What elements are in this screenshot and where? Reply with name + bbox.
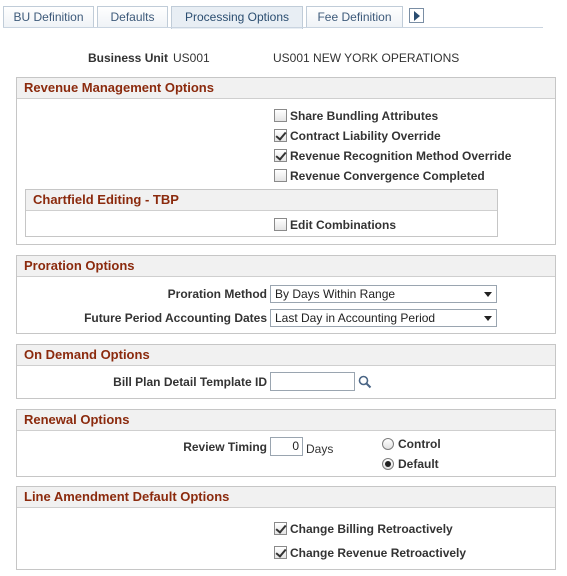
rev-rec-method-override-checkbox-row[interactable] <box>274 149 511 165</box>
on-demand-title: On Demand Options <box>17 345 555 366</box>
change-billing-retro-checkbox[interactable] <box>274 522 287 535</box>
tab-defaults[interactable]: Defaults <box>97 6 168 28</box>
tab-divider <box>3 27 543 28</box>
review-timing-label: Review Timing <box>183 440 267 454</box>
business-unit-description: US001 NEW YORK OPERATIONS <box>273 51 460 65</box>
review-timing-input[interactable]: 0 <box>270 437 303 456</box>
control-radio[interactable] <box>382 438 394 450</box>
edit-combinations-label: Edit Combinations <box>290 218 396 232</box>
control-radio-label: Control <box>398 437 441 451</box>
search-icon[interactable] <box>358 375 372 389</box>
rev-rec-method-override-label: Revenue Recognition Method Override <box>290 149 512 163</box>
default-radio-label: Default <box>398 457 439 471</box>
proration-method-label: Proration Method <box>167 287 267 301</box>
contract-liability-checkbox[interactable] <box>274 129 287 142</box>
chartfield-editing-title: Chartfield Editing - TBP <box>26 190 497 211</box>
bill-plan-template-input[interactable] <box>270 372 355 391</box>
proration-method-select[interactable] <box>270 285 497 303</box>
bill-plan-template-label: Bill Plan Detail Template ID <box>113 375 267 389</box>
proration-title: Proration Options <box>17 256 555 277</box>
revenue-management-group <box>16 77 556 245</box>
revenue-convergence-label: Revenue Convergence Completed <box>290 169 485 183</box>
change-billing-retro-label: Change Billing Retroactively <box>290 522 453 536</box>
revenue-convergence-checkbox-row[interactable] <box>274 169 485 185</box>
review-timing-unit: Days <box>306 442 334 456</box>
tab-processing-options[interactable]: Processing Options <box>171 6 303 29</box>
revenue-convergence-checkbox[interactable] <box>274 169 287 182</box>
tab-fee-definition[interactable]: Fee Definition <box>306 6 403 28</box>
change-revenue-retro-checkbox[interactable] <box>274 546 287 559</box>
renewal-group <box>16 409 556 477</box>
change-revenue-retro-checkbox-row[interactable] <box>274 546 466 562</box>
share-bundling-checkbox-row[interactable] <box>274 109 438 125</box>
future-period-dates-label: Future Period Accounting Dates <box>84 311 267 325</box>
contract-liability-checkbox-row[interactable] <box>274 129 441 145</box>
future-period-dates-value: Last Day in Accounting Period <box>275 311 436 325</box>
change-billing-retro-checkbox-row[interactable] <box>274 522 453 538</box>
share-bundling-label: Share Bundling Attributes <box>290 109 439 123</box>
on-demand-group <box>16 344 556 399</box>
tab-bu-definition[interactable]: BU Definition <box>3 6 94 28</box>
next-tab-arrow-icon[interactable] <box>409 8 424 23</box>
edit-combinations-checkbox[interactable] <box>274 218 287 231</box>
control-radio-row[interactable] <box>382 438 441 452</box>
proration-method-value: By Days Within Range <box>275 287 396 301</box>
line-amendment-title: Line Amendment Default Options <box>17 487 555 508</box>
chartfield-editing-group <box>25 189 498 237</box>
change-revenue-retro-label: Change Revenue Retroactively <box>290 546 467 560</box>
tab-bar <box>3 6 543 28</box>
share-bundling-checkbox[interactable] <box>274 109 287 122</box>
default-radio-row[interactable] <box>382 458 439 472</box>
revenue-management-title: Revenue Management Options <box>17 78 555 99</box>
chevron-down-icon <box>484 292 492 297</box>
business-unit-label: Business Unit <box>88 51 169 65</box>
default-radio[interactable] <box>382 458 394 470</box>
edit-combinations-checkbox-row[interactable] <box>274 218 396 234</box>
business-unit-code: US001 <box>173 51 210 65</box>
renewal-title: Renewal Options <box>17 410 555 431</box>
future-period-dates-select[interactable] <box>270 309 497 327</box>
line-amendment-group <box>16 486 556 570</box>
rev-rec-method-override-checkbox[interactable] <box>274 149 287 162</box>
proration-group <box>16 255 556 334</box>
chevron-down-icon <box>484 316 492 321</box>
contract-liability-label: Contract Liability Override <box>290 129 441 143</box>
